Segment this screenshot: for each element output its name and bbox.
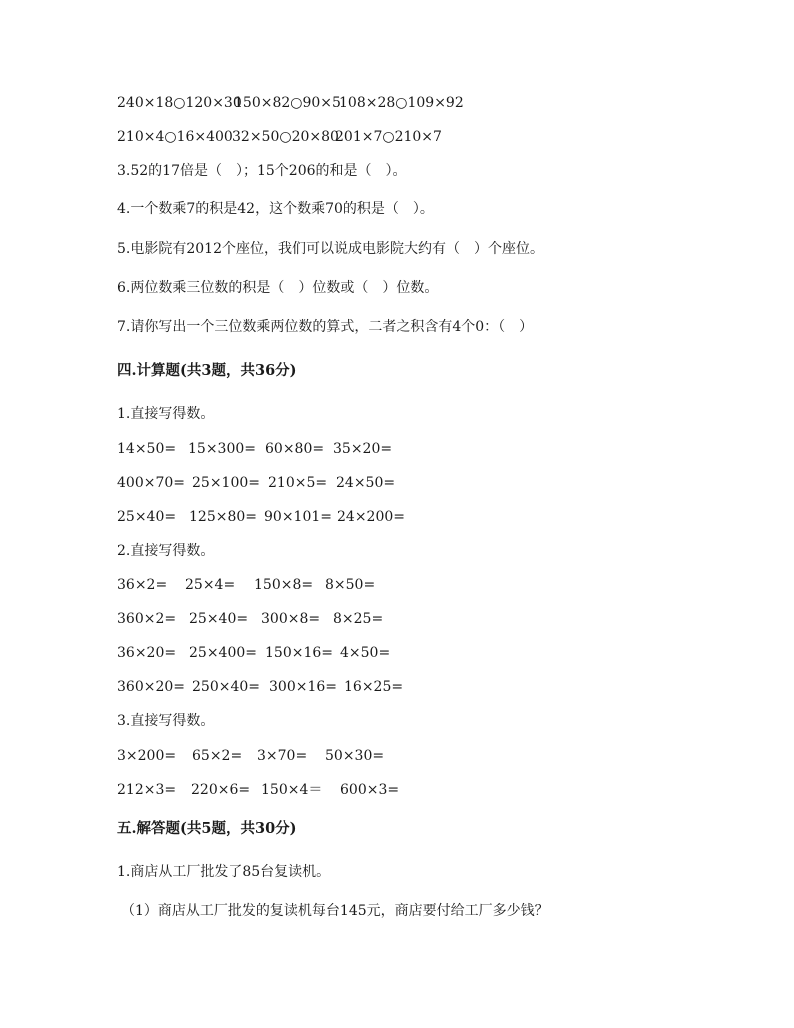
compare-expression: 201×7○210×7	[335, 129, 442, 145]
answer-q1-title: 1.商店从工厂批发了85台复读机。	[117, 864, 331, 880]
calc-expression: 8×25=	[333, 611, 384, 627]
calc-expression: 220×6=	[191, 782, 251, 798]
calc-expression: 25×40=	[189, 611, 249, 627]
calc-expression: 150×8=	[254, 577, 314, 593]
calc-expression: 36×2=	[117, 577, 168, 593]
calc-expression: 600×3=	[340, 782, 400, 798]
calc-expression: 36×20=	[117, 645, 177, 661]
calc-expression: 25×4=	[185, 577, 236, 593]
calc-expression: 360×2=	[117, 611, 177, 627]
calc-expression: 14×50=	[117, 441, 177, 457]
calc-expression: 65×2=	[192, 748, 243, 764]
calc-expression: 3×200=	[117, 748, 177, 764]
section-5-heading: 五.解答题(共5题，共30分)	[117, 820, 297, 837]
section-4-heading: 四.计算题(共3题，共36分)	[117, 362, 297, 379]
calc-expression: 150×16=	[265, 645, 333, 661]
calc-expression: 16×25=	[344, 679, 404, 695]
compare-expression: 32×50○20×80	[232, 129, 339, 145]
calc-q2-title: 2.直接写得数。	[117, 543, 215, 559]
fill-item-3: 3.52的17倍是（ ）；15个206的和是（ ）。	[117, 163, 407, 179]
calc-expression: 125×80=	[189, 509, 257, 525]
calc-expression: 25×40=	[117, 509, 177, 525]
calc-expression: 24×50=	[336, 475, 396, 491]
calc-expression: 25×400=	[189, 645, 257, 661]
calc-expression: 8×50=	[325, 577, 376, 593]
calc-expression: 250×40=	[192, 679, 260, 695]
answer-q1-sub1: （1）商店从工厂批发的复读机每台145元，商店要付给工厂多少钱？	[121, 903, 549, 919]
calc-expression: 300×16=	[269, 679, 337, 695]
calc-expression: 24×200=	[337, 509, 405, 525]
calc-expression: 4×50=	[340, 645, 391, 661]
fill-item-6: 6.两位数乘三位数的积是（ ）位数或（ ）位数。	[117, 280, 439, 296]
calc-q3-title: 3.直接写得数。	[117, 713, 215, 729]
calc-expression: 50×30=	[325, 748, 385, 764]
calc-expression: 300×8=	[261, 611, 321, 627]
calc-expression: 15×300=	[188, 441, 256, 457]
fill-item-7: 7.请你写出一个三位数乘两位数的算式，二者之积含有4个0：（ ）	[117, 319, 534, 335]
compare-expression: 108×28○109×92	[339, 95, 464, 111]
compare-expression: 210×4○16×400	[117, 129, 233, 145]
calc-expression: 212×3=	[117, 782, 177, 798]
compare-expression: 150×82○90×5	[234, 95, 341, 111]
fill-item-5: 5.电影院有2012个座位，我们可以说成电影院大约有（ ）个座位。	[117, 241, 544, 257]
calc-expression: 210×5=	[268, 475, 328, 491]
calc-expression: 360×20=	[117, 679, 185, 695]
compare-expression: 240×18○120×30	[117, 95, 242, 111]
fill-item-4: 4.一个数乘7的积是42，这个数乘70的积是（ ）。	[117, 201, 434, 217]
calc-expression: 60×80=	[265, 441, 325, 457]
calc-expression: 25×100=	[192, 475, 260, 491]
calc-expression: 400×70=	[117, 475, 185, 491]
calc-q1-title: 1.直接写得数。	[117, 406, 215, 422]
calc-expression: 35×20=	[333, 441, 393, 457]
calc-expression: 3×70=	[257, 748, 308, 764]
calc-expression: 150×4＝	[261, 782, 323, 798]
calc-expression: 90×101=	[264, 509, 332, 525]
